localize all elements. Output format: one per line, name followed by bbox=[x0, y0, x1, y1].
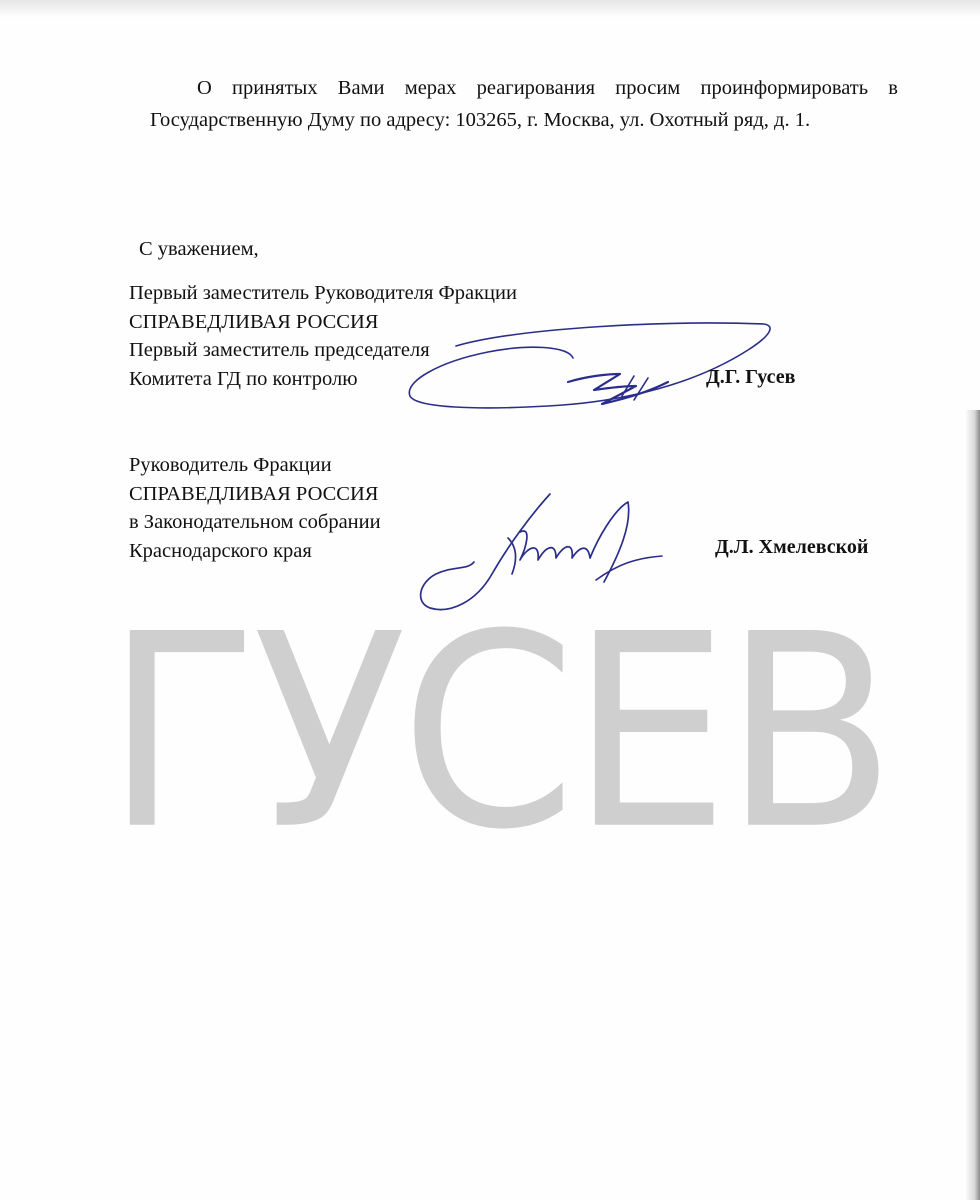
signatory-1-name: Д.Г. Гусев bbox=[706, 366, 796, 388]
request-paragraph: О принятых Вами мерах реагирования просим проинформировать в Государственную Думу по адресу: 103265, г. Москва, ул. Охотный ряд, д. 1. bbox=[150, 77, 898, 131]
watermark-text: ГУСЕВ bbox=[105, 577, 891, 889]
signatory-1-title-line: Первый заместитель Руководителя Фракции bbox=[129, 282, 517, 304]
signatory-2-title-line: Руководитель Фракции bbox=[129, 454, 332, 476]
signatory-2-title-line: в Законодательном собрании bbox=[129, 511, 381, 533]
page-top-shadow bbox=[0, 0, 980, 18]
signatory-1-title-line: Первый заместитель председателя bbox=[129, 339, 430, 361]
signatory-2-title-line: Краснодарского края bbox=[129, 539, 312, 562]
page-right-edge bbox=[966, 410, 980, 1200]
signatory-2-title bbox=[129, 451, 381, 565]
signatory-2-title-line: СПРАВЕДЛИВАЯ РОССИЯ bbox=[129, 482, 379, 505]
signatory-1-title-line: СПРАВЕДЛИВАЯ РОССИЯ bbox=[129, 310, 379, 333]
signatory-2-name: Д.Л. Хмелевской bbox=[715, 536, 869, 558]
closing-phrase: С уважением, bbox=[139, 238, 259, 260]
signatory-1-title-line: Комитета ГД по контролю bbox=[129, 367, 358, 390]
